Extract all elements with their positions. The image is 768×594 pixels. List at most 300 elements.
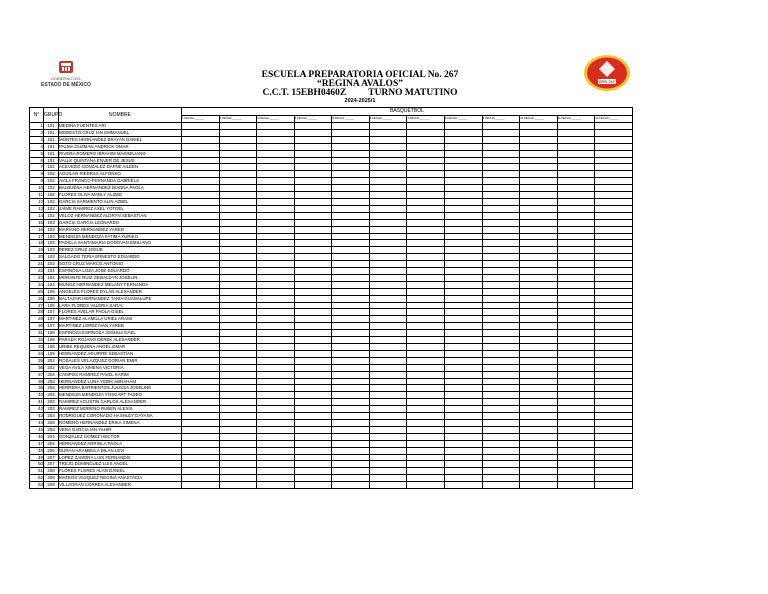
attendance-cell[interactable] bbox=[520, 426, 558, 433]
attendance-cell[interactable] bbox=[482, 198, 520, 205]
attendance-cell[interactable] bbox=[219, 261, 257, 268]
attendance-cell[interactable] bbox=[445, 288, 483, 295]
attendance-cell[interactable] bbox=[557, 385, 595, 392]
attendance-cell[interactable] bbox=[219, 198, 257, 205]
attendance-cell[interactable] bbox=[369, 419, 407, 426]
attendance-cell[interactable] bbox=[294, 316, 332, 323]
attendance-cell[interactable] bbox=[332, 440, 370, 447]
attendance-cell[interactable] bbox=[182, 261, 220, 268]
attendance-cell[interactable] bbox=[482, 350, 520, 357]
attendance-cell[interactable] bbox=[445, 185, 483, 192]
attendance-cell[interactable] bbox=[595, 164, 633, 171]
attendance-cell[interactable] bbox=[482, 364, 520, 371]
attendance-cell[interactable] bbox=[557, 171, 595, 178]
attendance-cell[interactable] bbox=[445, 143, 483, 150]
attendance-cell[interactable] bbox=[182, 482, 220, 489]
attendance-cell[interactable] bbox=[482, 192, 520, 199]
attendance-cell[interactable] bbox=[257, 378, 295, 385]
attendance-cell[interactable] bbox=[407, 426, 445, 433]
attendance-cell[interactable] bbox=[557, 433, 595, 440]
attendance-cell[interactable] bbox=[219, 143, 257, 150]
attendance-cell[interactable] bbox=[482, 357, 520, 364]
attendance-cell[interactable] bbox=[257, 295, 295, 302]
attendance-cell[interactable] bbox=[407, 185, 445, 192]
attendance-cell[interactable] bbox=[445, 344, 483, 351]
attendance-cell[interactable] bbox=[182, 309, 220, 316]
attendance-cell[interactable] bbox=[445, 309, 483, 316]
attendance-cell[interactable] bbox=[182, 406, 220, 413]
attendance-cell[interactable] bbox=[407, 247, 445, 254]
attendance-cell[interactable] bbox=[219, 482, 257, 489]
attendance-cell[interactable] bbox=[294, 406, 332, 413]
attendance-cell[interactable] bbox=[182, 164, 220, 171]
attendance-cell[interactable] bbox=[257, 143, 295, 150]
attendance-cell[interactable] bbox=[294, 247, 332, 254]
attendance-cell[interactable] bbox=[557, 129, 595, 136]
attendance-cell[interactable] bbox=[219, 233, 257, 240]
attendance-cell[interactable] bbox=[407, 461, 445, 468]
attendance-cell[interactable] bbox=[257, 461, 295, 468]
attendance-cell[interactable] bbox=[407, 316, 445, 323]
attendance-cell[interactable] bbox=[219, 205, 257, 212]
attendance-cell[interactable] bbox=[369, 426, 407, 433]
attendance-cell[interactable] bbox=[182, 350, 220, 357]
attendance-cell[interactable] bbox=[557, 212, 595, 219]
attendance-cell[interactable] bbox=[182, 185, 220, 192]
attendance-cell[interactable] bbox=[219, 171, 257, 178]
attendance-cell[interactable] bbox=[219, 378, 257, 385]
attendance-cell[interactable] bbox=[482, 316, 520, 323]
attendance-cell[interactable] bbox=[557, 143, 595, 150]
attendance-cell[interactable] bbox=[294, 178, 332, 185]
attendance-cell[interactable] bbox=[182, 426, 220, 433]
attendance-cell[interactable] bbox=[557, 157, 595, 164]
attendance-cell[interactable] bbox=[332, 468, 370, 475]
attendance-cell[interactable] bbox=[407, 344, 445, 351]
attendance-cell[interactable] bbox=[257, 330, 295, 337]
attendance-cell[interactable] bbox=[219, 357, 257, 364]
attendance-cell[interactable] bbox=[294, 240, 332, 247]
attendance-cell[interactable] bbox=[369, 461, 407, 468]
attendance-cell[interactable] bbox=[294, 274, 332, 281]
attendance-cell[interactable] bbox=[407, 178, 445, 185]
attendance-cell[interactable] bbox=[595, 371, 633, 378]
attendance-cell[interactable] bbox=[520, 323, 558, 330]
attendance-cell[interactable] bbox=[445, 164, 483, 171]
attendance-cell[interactable] bbox=[482, 440, 520, 447]
attendance-cell[interactable] bbox=[332, 419, 370, 426]
attendance-cell[interactable] bbox=[595, 198, 633, 205]
attendance-cell[interactable] bbox=[520, 419, 558, 426]
attendance-cell[interactable] bbox=[595, 475, 633, 482]
attendance-cell[interactable] bbox=[557, 426, 595, 433]
attendance-cell[interactable] bbox=[557, 454, 595, 461]
attendance-cell[interactable] bbox=[332, 392, 370, 399]
attendance-cell[interactable] bbox=[332, 475, 370, 482]
attendance-cell[interactable] bbox=[595, 302, 633, 309]
attendance-cell[interactable] bbox=[182, 302, 220, 309]
attendance-cell[interactable] bbox=[407, 129, 445, 136]
attendance-cell[interactable] bbox=[257, 482, 295, 489]
attendance-cell[interactable] bbox=[595, 192, 633, 199]
attendance-cell[interactable] bbox=[407, 136, 445, 143]
attendance-cell[interactable] bbox=[520, 406, 558, 413]
attendance-cell[interactable] bbox=[294, 364, 332, 371]
attendance-cell[interactable] bbox=[369, 413, 407, 420]
attendance-cell[interactable] bbox=[482, 378, 520, 385]
attendance-cell[interactable] bbox=[294, 440, 332, 447]
attendance-cell[interactable] bbox=[369, 178, 407, 185]
attendance-cell[interactable] bbox=[332, 219, 370, 226]
attendance-cell[interactable] bbox=[369, 247, 407, 254]
attendance-cell[interactable] bbox=[482, 461, 520, 468]
attendance-cell[interactable] bbox=[294, 171, 332, 178]
attendance-cell[interactable] bbox=[482, 150, 520, 157]
attendance-cell[interactable] bbox=[557, 295, 595, 302]
attendance-cell[interactable] bbox=[219, 123, 257, 130]
attendance-cell[interactable] bbox=[445, 454, 483, 461]
attendance-cell[interactable] bbox=[407, 385, 445, 392]
attendance-cell[interactable] bbox=[595, 378, 633, 385]
attendance-cell[interactable] bbox=[520, 288, 558, 295]
attendance-cell[interactable] bbox=[294, 212, 332, 219]
attendance-cell[interactable] bbox=[595, 350, 633, 357]
attendance-cell[interactable] bbox=[219, 392, 257, 399]
attendance-cell[interactable] bbox=[482, 226, 520, 233]
attendance-cell[interactable] bbox=[520, 440, 558, 447]
attendance-cell[interactable] bbox=[595, 274, 633, 281]
attendance-cell[interactable] bbox=[369, 136, 407, 143]
attendance-cell[interactable] bbox=[445, 357, 483, 364]
attendance-cell[interactable] bbox=[219, 426, 257, 433]
attendance-cell[interactable] bbox=[369, 406, 407, 413]
attendance-cell[interactable] bbox=[257, 413, 295, 420]
attendance-cell[interactable] bbox=[219, 274, 257, 281]
attendance-cell[interactable] bbox=[182, 323, 220, 330]
attendance-cell[interactable] bbox=[557, 302, 595, 309]
attendance-cell[interactable] bbox=[482, 240, 520, 247]
attendance-cell[interactable] bbox=[595, 468, 633, 475]
attendance-cell[interactable] bbox=[595, 178, 633, 185]
attendance-cell[interactable] bbox=[520, 447, 558, 454]
attendance-cell[interactable] bbox=[445, 337, 483, 344]
attendance-cell[interactable] bbox=[219, 185, 257, 192]
attendance-cell[interactable] bbox=[182, 157, 220, 164]
attendance-cell[interactable] bbox=[520, 226, 558, 233]
attendance-cell[interactable] bbox=[520, 240, 558, 247]
attendance-cell[interactable] bbox=[332, 295, 370, 302]
attendance-cell[interactable] bbox=[595, 226, 633, 233]
attendance-cell[interactable] bbox=[482, 406, 520, 413]
attendance-cell[interactable] bbox=[219, 350, 257, 357]
attendance-cell[interactable] bbox=[182, 440, 220, 447]
attendance-cell[interactable] bbox=[332, 385, 370, 392]
attendance-cell[interactable] bbox=[219, 413, 257, 420]
attendance-cell[interactable] bbox=[369, 219, 407, 226]
attendance-cell[interactable] bbox=[595, 185, 633, 192]
attendance-cell[interactable] bbox=[369, 212, 407, 219]
attendance-cell[interactable] bbox=[520, 475, 558, 482]
attendance-cell[interactable] bbox=[219, 178, 257, 185]
attendance-cell[interactable] bbox=[332, 350, 370, 357]
attendance-cell[interactable] bbox=[407, 205, 445, 212]
attendance-cell[interactable] bbox=[369, 302, 407, 309]
attendance-cell[interactable] bbox=[182, 344, 220, 351]
attendance-cell[interactable] bbox=[482, 475, 520, 482]
attendance-cell[interactable] bbox=[445, 433, 483, 440]
attendance-cell[interactable] bbox=[520, 482, 558, 489]
attendance-cell[interactable] bbox=[294, 150, 332, 157]
attendance-cell[interactable] bbox=[369, 143, 407, 150]
attendance-cell[interactable] bbox=[369, 309, 407, 316]
attendance-cell[interactable] bbox=[520, 164, 558, 171]
attendance-cell[interactable] bbox=[257, 337, 295, 344]
attendance-cell[interactable] bbox=[407, 268, 445, 275]
attendance-cell[interactable] bbox=[482, 419, 520, 426]
attendance-cell[interactable] bbox=[182, 268, 220, 275]
attendance-cell[interactable] bbox=[182, 150, 220, 157]
attendance-cell[interactable] bbox=[407, 406, 445, 413]
attendance-cell[interactable] bbox=[520, 357, 558, 364]
attendance-cell[interactable] bbox=[482, 309, 520, 316]
attendance-cell[interactable] bbox=[257, 309, 295, 316]
attendance-cell[interactable] bbox=[557, 136, 595, 143]
attendance-cell[interactable] bbox=[219, 164, 257, 171]
attendance-cell[interactable] bbox=[407, 399, 445, 406]
attendance-cell[interactable] bbox=[595, 440, 633, 447]
attendance-cell[interactable] bbox=[482, 344, 520, 351]
attendance-cell[interactable] bbox=[557, 475, 595, 482]
attendance-cell[interactable] bbox=[257, 261, 295, 268]
attendance-cell[interactable] bbox=[294, 468, 332, 475]
attendance-cell[interactable] bbox=[520, 268, 558, 275]
attendance-cell[interactable] bbox=[219, 219, 257, 226]
attendance-cell[interactable] bbox=[332, 233, 370, 240]
attendance-cell[interactable] bbox=[482, 185, 520, 192]
attendance-cell[interactable] bbox=[407, 302, 445, 309]
attendance-cell[interactable] bbox=[369, 261, 407, 268]
attendance-cell[interactable] bbox=[445, 129, 483, 136]
attendance-cell[interactable] bbox=[332, 143, 370, 150]
attendance-cell[interactable] bbox=[257, 226, 295, 233]
attendance-cell[interactable] bbox=[332, 426, 370, 433]
attendance-cell[interactable] bbox=[445, 233, 483, 240]
attendance-cell[interactable] bbox=[257, 419, 295, 426]
attendance-cell[interactable] bbox=[294, 261, 332, 268]
attendance-cell[interactable] bbox=[219, 440, 257, 447]
attendance-cell[interactable] bbox=[332, 454, 370, 461]
attendance-cell[interactable] bbox=[332, 357, 370, 364]
attendance-cell[interactable] bbox=[182, 475, 220, 482]
attendance-cell[interactable] bbox=[482, 274, 520, 281]
attendance-cell[interactable] bbox=[294, 419, 332, 426]
attendance-cell[interactable] bbox=[520, 378, 558, 385]
attendance-cell[interactable] bbox=[332, 281, 370, 288]
attendance-cell[interactable] bbox=[369, 385, 407, 392]
attendance-cell[interactable] bbox=[520, 454, 558, 461]
attendance-cell[interactable] bbox=[219, 226, 257, 233]
attendance-cell[interactable] bbox=[369, 316, 407, 323]
attendance-cell[interactable] bbox=[369, 171, 407, 178]
attendance-cell[interactable] bbox=[219, 399, 257, 406]
attendance-cell[interactable] bbox=[445, 482, 483, 489]
attendance-cell[interactable] bbox=[407, 454, 445, 461]
attendance-cell[interactable] bbox=[520, 461, 558, 468]
attendance-cell[interactable] bbox=[407, 288, 445, 295]
attendance-cell[interactable] bbox=[445, 136, 483, 143]
attendance-cell[interactable] bbox=[445, 240, 483, 247]
attendance-cell[interactable] bbox=[520, 330, 558, 337]
attendance-cell[interactable] bbox=[557, 337, 595, 344]
attendance-cell[interactable] bbox=[332, 192, 370, 199]
attendance-cell[interactable] bbox=[369, 185, 407, 192]
attendance-cell[interactable] bbox=[557, 281, 595, 288]
attendance-cell[interactable] bbox=[557, 357, 595, 364]
attendance-cell[interactable] bbox=[482, 482, 520, 489]
attendance-cell[interactable] bbox=[219, 406, 257, 413]
attendance-cell[interactable] bbox=[257, 150, 295, 157]
attendance-cell[interactable] bbox=[219, 254, 257, 261]
attendance-cell[interactable] bbox=[332, 461, 370, 468]
attendance-cell[interactable] bbox=[557, 344, 595, 351]
attendance-cell[interactable] bbox=[332, 268, 370, 275]
attendance-cell[interactable] bbox=[520, 123, 558, 130]
attendance-cell[interactable] bbox=[219, 157, 257, 164]
attendance-cell[interactable] bbox=[257, 164, 295, 171]
attendance-cell[interactable] bbox=[219, 136, 257, 143]
attendance-cell[interactable] bbox=[294, 323, 332, 330]
attendance-cell[interactable] bbox=[595, 129, 633, 136]
attendance-cell[interactable] bbox=[445, 226, 483, 233]
attendance-cell[interactable] bbox=[332, 433, 370, 440]
attendance-cell[interactable] bbox=[219, 150, 257, 157]
attendance-cell[interactable] bbox=[332, 185, 370, 192]
attendance-cell[interactable] bbox=[557, 406, 595, 413]
attendance-cell[interactable] bbox=[294, 143, 332, 150]
attendance-cell[interactable] bbox=[294, 357, 332, 364]
attendance-cell[interactable] bbox=[520, 281, 558, 288]
attendance-cell[interactable] bbox=[182, 433, 220, 440]
attendance-cell[interactable] bbox=[445, 440, 483, 447]
attendance-cell[interactable] bbox=[257, 247, 295, 254]
attendance-cell[interactable] bbox=[332, 309, 370, 316]
attendance-cell[interactable] bbox=[182, 385, 220, 392]
attendance-cell[interactable] bbox=[595, 413, 633, 420]
attendance-cell[interactable] bbox=[482, 385, 520, 392]
attendance-cell[interactable] bbox=[257, 157, 295, 164]
attendance-cell[interactable] bbox=[482, 205, 520, 212]
attendance-cell[interactable] bbox=[407, 330, 445, 337]
attendance-cell[interactable] bbox=[557, 240, 595, 247]
attendance-cell[interactable] bbox=[182, 330, 220, 337]
attendance-cell[interactable] bbox=[182, 454, 220, 461]
attendance-cell[interactable] bbox=[407, 309, 445, 316]
attendance-cell[interactable] bbox=[407, 440, 445, 447]
attendance-cell[interactable] bbox=[294, 157, 332, 164]
attendance-cell[interactable] bbox=[520, 157, 558, 164]
attendance-cell[interactable] bbox=[182, 219, 220, 226]
attendance-cell[interactable] bbox=[520, 399, 558, 406]
attendance-cell[interactable] bbox=[557, 226, 595, 233]
attendance-cell[interactable] bbox=[219, 371, 257, 378]
attendance-cell[interactable] bbox=[445, 426, 483, 433]
attendance-cell[interactable] bbox=[407, 212, 445, 219]
attendance-cell[interactable] bbox=[294, 413, 332, 420]
attendance-cell[interactable] bbox=[520, 337, 558, 344]
attendance-cell[interactable] bbox=[332, 157, 370, 164]
attendance-cell[interactable] bbox=[595, 419, 633, 426]
attendance-cell[interactable] bbox=[520, 129, 558, 136]
attendance-cell[interactable] bbox=[520, 344, 558, 351]
attendance-cell[interactable] bbox=[407, 281, 445, 288]
attendance-cell[interactable] bbox=[557, 233, 595, 240]
attendance-cell[interactable] bbox=[257, 406, 295, 413]
attendance-cell[interactable] bbox=[482, 433, 520, 440]
attendance-cell[interactable] bbox=[332, 413, 370, 420]
attendance-cell[interactable] bbox=[557, 247, 595, 254]
attendance-cell[interactable] bbox=[482, 413, 520, 420]
attendance-cell[interactable] bbox=[445, 274, 483, 281]
attendance-cell[interactable] bbox=[482, 302, 520, 309]
attendance-cell[interactable] bbox=[445, 261, 483, 268]
attendance-cell[interactable] bbox=[369, 475, 407, 482]
attendance-cell[interactable] bbox=[219, 385, 257, 392]
attendance-cell[interactable] bbox=[595, 330, 633, 337]
attendance-cell[interactable] bbox=[332, 240, 370, 247]
attendance-cell[interactable] bbox=[219, 364, 257, 371]
attendance-cell[interactable] bbox=[182, 419, 220, 426]
attendance-cell[interactable] bbox=[595, 261, 633, 268]
attendance-cell[interactable] bbox=[557, 440, 595, 447]
attendance-cell[interactable] bbox=[332, 447, 370, 454]
attendance-cell[interactable] bbox=[369, 164, 407, 171]
attendance-cell[interactable] bbox=[257, 240, 295, 247]
attendance-cell[interactable] bbox=[257, 399, 295, 406]
attendance-cell[interactable] bbox=[219, 344, 257, 351]
attendance-cell[interactable] bbox=[407, 447, 445, 454]
attendance-cell[interactable] bbox=[595, 385, 633, 392]
attendance-cell[interactable] bbox=[482, 157, 520, 164]
attendance-cell[interactable] bbox=[557, 288, 595, 295]
attendance-cell[interactable] bbox=[369, 226, 407, 233]
attendance-cell[interactable] bbox=[332, 261, 370, 268]
attendance-cell[interactable] bbox=[482, 123, 520, 130]
attendance-cell[interactable] bbox=[369, 240, 407, 247]
attendance-cell[interactable] bbox=[332, 302, 370, 309]
attendance-cell[interactable] bbox=[482, 268, 520, 275]
attendance-cell[interactable] bbox=[369, 330, 407, 337]
attendance-cell[interactable] bbox=[219, 212, 257, 219]
attendance-cell[interactable] bbox=[369, 454, 407, 461]
attendance-cell[interactable] bbox=[595, 309, 633, 316]
attendance-cell[interactable] bbox=[595, 219, 633, 226]
attendance-cell[interactable] bbox=[219, 454, 257, 461]
attendance-cell[interactable] bbox=[445, 330, 483, 337]
attendance-cell[interactable] bbox=[557, 399, 595, 406]
attendance-cell[interactable] bbox=[445, 212, 483, 219]
attendance-cell[interactable] bbox=[445, 295, 483, 302]
attendance-cell[interactable] bbox=[182, 178, 220, 185]
attendance-cell[interactable] bbox=[557, 185, 595, 192]
attendance-cell[interactable] bbox=[294, 337, 332, 344]
attendance-cell[interactable] bbox=[294, 254, 332, 261]
attendance-cell[interactable] bbox=[595, 281, 633, 288]
attendance-cell[interactable] bbox=[407, 219, 445, 226]
attendance-cell[interactable] bbox=[407, 392, 445, 399]
attendance-cell[interactable] bbox=[595, 426, 633, 433]
attendance-cell[interactable] bbox=[182, 378, 220, 385]
attendance-cell[interactable] bbox=[407, 357, 445, 364]
